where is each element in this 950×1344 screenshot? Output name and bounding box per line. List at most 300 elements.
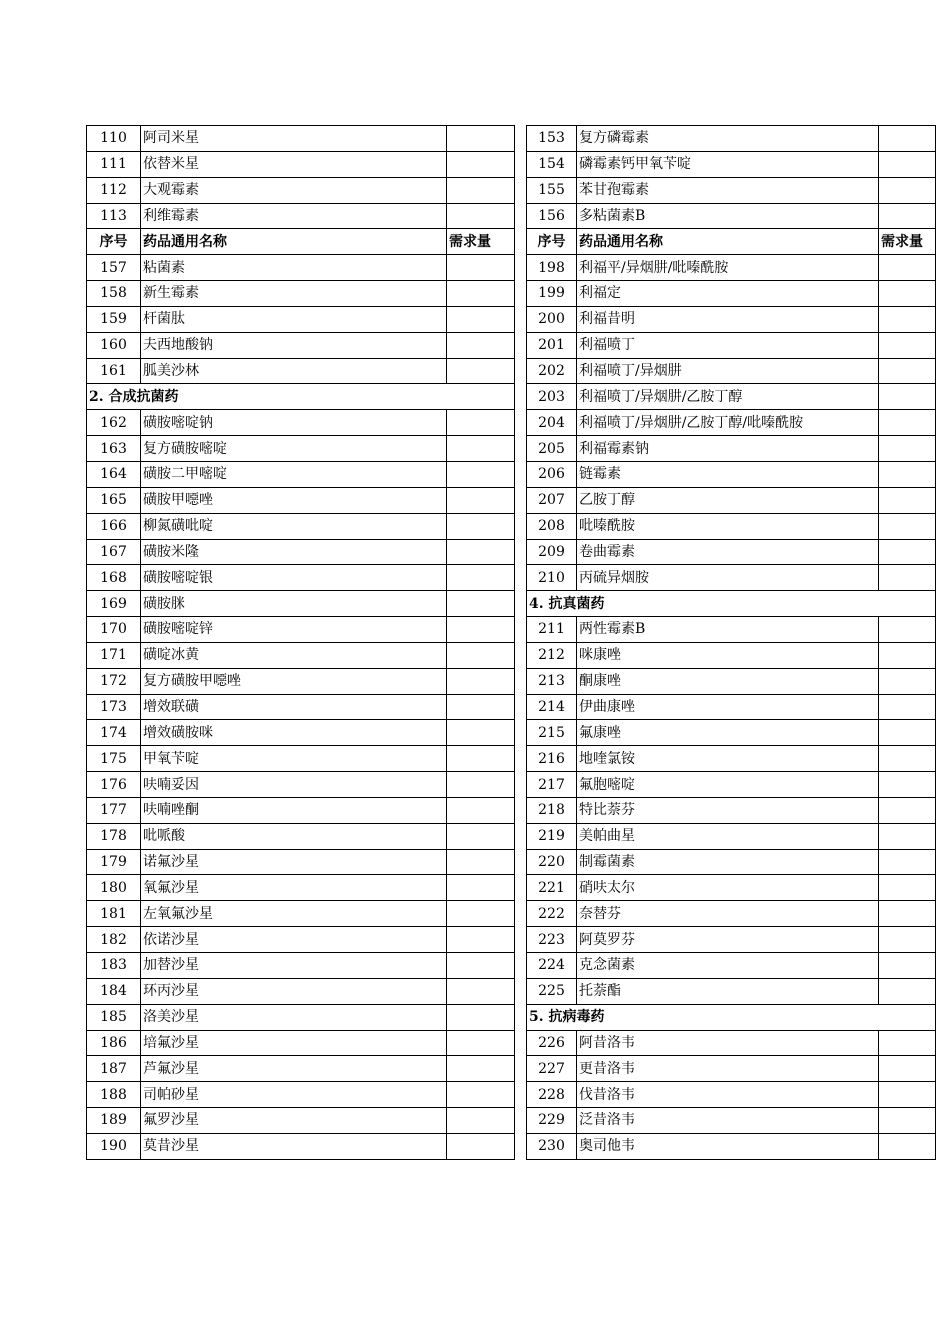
table-row [87,565,515,591]
demand-quantity-cell[interactable] [447,694,515,720]
demand-quantity-cell[interactable] [447,255,515,281]
drug-name: 磺胺嘧啶锌 [141,617,447,643]
left-table-body [87,126,515,1160]
table-row [527,306,936,332]
table-row [527,1056,936,1082]
header-drug-name: 药品通用名称 [141,229,447,255]
drug-name: 依替米星 [141,151,447,177]
table-row [87,642,515,668]
serial-number: 201 [527,332,577,358]
serial-number: 226 [527,1030,577,1056]
drug-name: 培氟沙星 [141,1030,447,1056]
table-row [527,565,936,591]
table-row [87,151,515,177]
drug-name: 吡哌酸 [141,823,447,849]
demand-quantity-cell[interactable] [879,255,936,281]
demand-quantity-cell[interactable] [447,565,515,591]
section-title: 5. 抗病毒药 [527,1004,879,1030]
drug-name: 更昔洛韦 [577,1056,879,1082]
table-row [527,384,936,410]
table-row [527,177,936,203]
serial-number: 222 [527,901,577,927]
table-row [87,617,515,643]
table-row [87,126,515,152]
demand-quantity-cell[interactable] [447,927,515,953]
serial-number: 161 [87,358,141,384]
table-row [87,720,515,746]
drug-name: 利福定 [577,281,879,307]
serial-number: 202 [527,358,577,384]
serial-number: 187 [87,1056,141,1082]
serial-number: 178 [87,823,141,849]
table-row [87,1133,515,1159]
serial-number: 203 [527,384,577,410]
drug-name: 苯甘孢霉素 [577,177,879,203]
table-row [87,177,515,203]
table-row [527,436,936,462]
table-row [87,281,515,307]
demand-quantity-cell[interactable] [879,410,936,436]
serial-number: 207 [527,487,577,513]
serial-number: 206 [527,461,577,487]
table-row [87,513,515,539]
demand-quantity-cell[interactable] [879,927,936,953]
table-row [87,953,515,979]
serial-number: 174 [87,720,141,746]
serial-number: 215 [527,720,577,746]
demand-quantity-cell[interactable] [879,384,936,410]
drug-name: 制霉菌素 [577,849,879,875]
demand-quantity-cell[interactable] [447,332,515,358]
table-row [527,461,936,487]
table-row [527,332,936,358]
drug-name: 咪康唑 [577,642,879,668]
serial-number: 198 [527,255,577,281]
table-row [87,436,515,462]
table-header-row [527,229,936,255]
demand-quantity-cell[interactable] [879,668,936,694]
table-row [527,772,936,798]
table-row [87,927,515,953]
drug-name: 甲氧苄啶 [141,746,447,772]
header-demand-quantity: 需求量 [879,229,936,255]
demand-quantity-cell[interactable] [879,1082,936,1108]
drug-name: 粘菌素 [141,255,447,281]
serial-number: 164 [87,461,141,487]
drug-name: 诺氟沙星 [141,849,447,875]
demand-quantity-cell[interactable] [879,487,936,513]
table-row [527,1082,936,1108]
table-row [87,306,515,332]
serial-number: 208 [527,513,577,539]
demand-quantity-cell[interactable] [447,358,515,384]
serial-number: 177 [87,797,141,823]
section-quantity-cell [447,384,515,410]
serial-number: 110 [87,126,141,152]
demand-quantity-cell[interactable] [447,1056,515,1082]
demand-quantity-cell[interactable] [879,126,936,152]
serial-number: 189 [87,1108,141,1134]
drug-name: 依诺沙星 [141,927,447,953]
drug-name: 磺胺二甲嘧啶 [141,461,447,487]
table-row [527,1030,936,1056]
demand-quantity-cell[interactable] [879,203,936,229]
demand-quantity-cell[interactable] [879,772,936,798]
header-serial-number: 序号 [527,229,577,255]
serial-number: 229 [527,1108,577,1134]
drug-name: 芦氟沙星 [141,1056,447,1082]
drug-name: 阿昔洛韦 [577,1030,879,1056]
drug-name: 呋喃唑酮 [141,797,447,823]
demand-quantity-cell[interactable] [447,1030,515,1056]
serial-number: 165 [87,487,141,513]
drug-name: 氟胞嘧啶 [577,772,879,798]
drug-name: 复方磺胺甲噁唑 [141,668,447,694]
section-quantity-cell [879,591,936,617]
serial-number: 228 [527,1082,577,1108]
demand-quantity-cell[interactable] [447,126,515,152]
demand-quantity-cell[interactable] [447,461,515,487]
drug-name: 利维霉素 [141,203,447,229]
serial-number: 185 [87,1004,141,1030]
drug-name: 利福喷丁/异烟肼/乙胺丁醇/吡嗪酰胺 [577,410,879,436]
serial-number: 209 [527,539,577,565]
table-row [527,927,936,953]
demand-quantity-cell[interactable] [447,875,515,901]
serial-number: 225 [527,978,577,1004]
table-row [87,358,515,384]
drug-name: 吡嗪酰胺 [577,513,879,539]
table-row [527,513,936,539]
demand-quantity-cell[interactable] [447,849,515,875]
serial-number: 210 [527,565,577,591]
drug-name: 利福霉素钠 [577,436,879,462]
drug-name: 磺胺甲噁唑 [141,487,447,513]
serial-number: 220 [527,849,577,875]
demand-quantity-cell[interactable] [447,203,515,229]
drug-name: 利福昔明 [577,306,879,332]
table-row [87,591,515,617]
demand-quantity-cell[interactable] [879,332,936,358]
demand-quantity-cell[interactable] [879,694,936,720]
demand-quantity-cell[interactable] [447,436,515,462]
table-row [527,281,936,307]
drug-name: 两性霉素B [577,617,879,643]
section-title: 4. 抗真菌药 [527,591,879,617]
drug-name: 大观霉素 [141,177,447,203]
drug-name: 阿司米星 [141,126,447,152]
drug-name: 伐昔洛韦 [577,1082,879,1108]
demand-quantity-cell[interactable] [447,772,515,798]
serial-number: 199 [527,281,577,307]
table-row [527,126,936,152]
drug-name: 胍美沙林 [141,358,447,384]
drug-name: 多粘菌素B [577,203,879,229]
demand-quantity-cell[interactable] [447,151,515,177]
table-row [87,410,515,436]
drug-name: 柳氮磺吡啶 [141,513,447,539]
drug-name: 增效磺胺咪 [141,720,447,746]
serial-number: 221 [527,875,577,901]
table-row [527,539,936,565]
section-heading-row [87,384,515,410]
demand-quantity-cell[interactable] [879,151,936,177]
table-row [87,203,515,229]
drug-name: 硝呋太尔 [577,875,879,901]
drug-name: 洛美沙星 [141,1004,447,1030]
demand-quantity-cell[interactable] [879,901,936,927]
demand-quantity-cell[interactable] [879,513,936,539]
demand-quantity-cell[interactable] [879,358,936,384]
demand-quantity-cell[interactable] [879,539,936,565]
section-heading-row [527,1004,936,1030]
drug-name: 克念菌素 [577,953,879,979]
table-row [527,668,936,694]
serial-number: 113 [87,203,141,229]
demand-quantity-cell[interactable] [447,642,515,668]
serial-number: 219 [527,823,577,849]
table-header-row [87,229,515,255]
serial-number: 171 [87,642,141,668]
table-row [87,875,515,901]
drug-name: 磷霉素钙甲氧苄啶 [577,151,879,177]
demand-quantity-cell[interactable] [447,953,515,979]
serial-number: 180 [87,875,141,901]
serial-number: 170 [87,617,141,643]
serial-number: 214 [527,694,577,720]
drug-name: 地喹氯铵 [577,746,879,772]
serial-number: 159 [87,306,141,332]
table-row [87,978,515,1004]
drug-name: 利福喷丁 [577,332,879,358]
table-row [527,1108,936,1134]
drug-name: 伊曲康唑 [577,694,879,720]
table-row [527,797,936,823]
demand-quantity-cell[interactable] [447,487,515,513]
serial-number: 224 [527,953,577,979]
drug-name: 阿莫罗芬 [577,927,879,953]
serial-number: 179 [87,849,141,875]
serial-number: 172 [87,668,141,694]
demand-quantity-cell[interactable] [879,797,936,823]
serial-number: 184 [87,978,141,1004]
serial-number: 188 [87,1082,141,1108]
table-row [527,720,936,746]
table-row [527,849,936,875]
demand-quantity-cell[interactable] [447,1108,515,1134]
drug-name: 司帕砂星 [141,1082,447,1108]
serial-number: 176 [87,772,141,798]
demand-quantity-cell[interactable] [447,1133,515,1159]
table-row [87,849,515,875]
drug-name: 磺胺嘧啶银 [141,565,447,591]
drug-name: 左氧氟沙星 [141,901,447,927]
demand-quantity-cell[interactable] [447,1004,515,1030]
drug-name: 氟康唑 [577,720,879,746]
demand-quantity-cell[interactable] [447,513,515,539]
table-row [527,953,936,979]
table-row [527,358,936,384]
serial-number: 211 [527,617,577,643]
demand-quantity-cell[interactable] [879,1108,936,1134]
serial-number: 204 [527,410,577,436]
section-title: 2. 合成抗菌药 [87,384,447,410]
serial-number: 153 [527,126,577,152]
demand-quantity-cell[interactable] [879,642,936,668]
header-serial-number: 序号 [87,229,141,255]
drug-name: 链霉素 [577,461,879,487]
table-row [87,901,515,927]
demand-quantity-cell[interactable] [447,901,515,927]
table-row [527,151,936,177]
demand-quantity-cell[interactable] [879,823,936,849]
serial-number: 167 [87,539,141,565]
drug-name: 特比萘芬 [577,797,879,823]
table-row [527,978,936,1004]
demand-quantity-cell[interactable] [447,746,515,772]
demand-quantity-cell[interactable] [879,978,936,1004]
table-row [87,1056,515,1082]
table-row [527,617,936,643]
table-row [527,487,936,513]
serial-number: 160 [87,332,141,358]
demand-quantity-cell[interactable] [447,797,515,823]
demand-quantity-cell[interactable] [447,306,515,332]
serial-number: 230 [527,1133,577,1159]
table-row [87,1108,515,1134]
drug-name: 磺啶冰黄 [141,642,447,668]
serial-number: 223 [527,927,577,953]
demand-quantity-cell[interactable] [447,668,515,694]
drug-name: 复方磺胺嘧啶 [141,436,447,462]
serial-number: 190 [87,1133,141,1159]
demand-quantity-cell[interactable] [879,306,936,332]
demand-quantity-cell[interactable] [447,720,515,746]
table-row [527,901,936,927]
demand-quantity-cell[interactable] [447,410,515,436]
table-row [527,823,936,849]
demand-quantity-cell[interactable] [879,617,936,643]
table-row [87,255,515,281]
serial-number: 168 [87,565,141,591]
demand-quantity-cell[interactable] [447,823,515,849]
drug-name: 磺胺米隆 [141,539,447,565]
demand-quantity-cell[interactable] [879,953,936,979]
drug-name: 磺胺嘧啶钠 [141,410,447,436]
demand-quantity-cell[interactable] [879,565,936,591]
demand-quantity-cell[interactable] [447,591,515,617]
serial-number: 111 [87,151,141,177]
demand-quantity-cell[interactable] [879,849,936,875]
serial-number: 112 [87,177,141,203]
demand-quantity-cell[interactable] [879,436,936,462]
demand-quantity-cell[interactable] [447,978,515,1004]
serial-number: 218 [527,797,577,823]
table-row [87,1004,515,1030]
drug-name: 酮康唑 [577,668,879,694]
drug-name: 乙胺丁醇 [577,487,879,513]
drug-name: 奈替芬 [577,901,879,927]
table-row [87,823,515,849]
table-row [87,539,515,565]
demand-quantity-cell[interactable] [879,1030,936,1056]
drug-name: 利福喷丁/异烟肼 [577,358,879,384]
right-drug-table [526,125,936,1160]
serial-number: 154 [527,151,577,177]
drug-name: 夫西地酸钠 [141,332,447,358]
table-row [527,694,936,720]
table-row [87,1030,515,1056]
serial-number: 173 [87,694,141,720]
serial-number: 200 [527,306,577,332]
serial-number: 163 [87,436,141,462]
serial-number: 157 [87,255,141,281]
table-row [87,797,515,823]
table-row [527,410,936,436]
table-row [87,332,515,358]
demand-quantity-cell[interactable] [447,177,515,203]
drug-name: 丙硫异烟胺 [577,565,879,591]
demand-quantity-cell[interactable] [879,1056,936,1082]
drug-name: 复方磷霉素 [577,126,879,152]
serial-number: 156 [527,203,577,229]
demand-quantity-cell[interactable] [879,177,936,203]
drug-name: 利福喷丁/异烟肼/乙胺丁醇 [577,384,879,410]
table-row [87,746,515,772]
demand-quantity-cell[interactable] [447,539,515,565]
drug-name: 加替沙星 [141,953,447,979]
serial-number: 175 [87,746,141,772]
drug-name: 氟罗沙星 [141,1108,447,1134]
table-row [87,461,515,487]
table-row [87,487,515,513]
drug-name: 新生霉素 [141,281,447,307]
table-row [87,668,515,694]
table-row [87,694,515,720]
serial-number: 186 [87,1030,141,1056]
serial-number: 183 [87,953,141,979]
demand-quantity-cell[interactable] [879,281,936,307]
demand-quantity-cell[interactable] [447,281,515,307]
demand-quantity-cell[interactable] [447,1082,515,1108]
serial-number: 205 [527,436,577,462]
drug-name: 奥司他韦 [577,1133,879,1159]
demand-quantity-cell[interactable] [447,617,515,643]
drug-name: 托萘酯 [577,978,879,1004]
table-row [87,1082,515,1108]
serial-number: 216 [527,746,577,772]
drug-name: 环丙沙星 [141,978,447,1004]
table-row [527,642,936,668]
demand-quantity-cell[interactable] [879,720,936,746]
demand-quantity-cell[interactable] [879,461,936,487]
serial-number: 182 [87,927,141,953]
drug-name: 美帕曲星 [577,823,879,849]
table-row [527,875,936,901]
drug-name: 泛昔洛韦 [577,1108,879,1134]
section-heading-row [527,591,936,617]
serial-number: 212 [527,642,577,668]
section-quantity-cell [879,1004,936,1030]
drug-name: 杆菌肽 [141,306,447,332]
serial-number: 169 [87,591,141,617]
demand-quantity-cell[interactable] [879,746,936,772]
demand-quantity-cell[interactable] [879,1133,936,1159]
drug-name: 莫昔沙星 [141,1133,447,1159]
table-row [527,203,936,229]
header-demand-quantity: 需求量 [447,229,515,255]
demand-quantity-cell[interactable] [879,875,936,901]
